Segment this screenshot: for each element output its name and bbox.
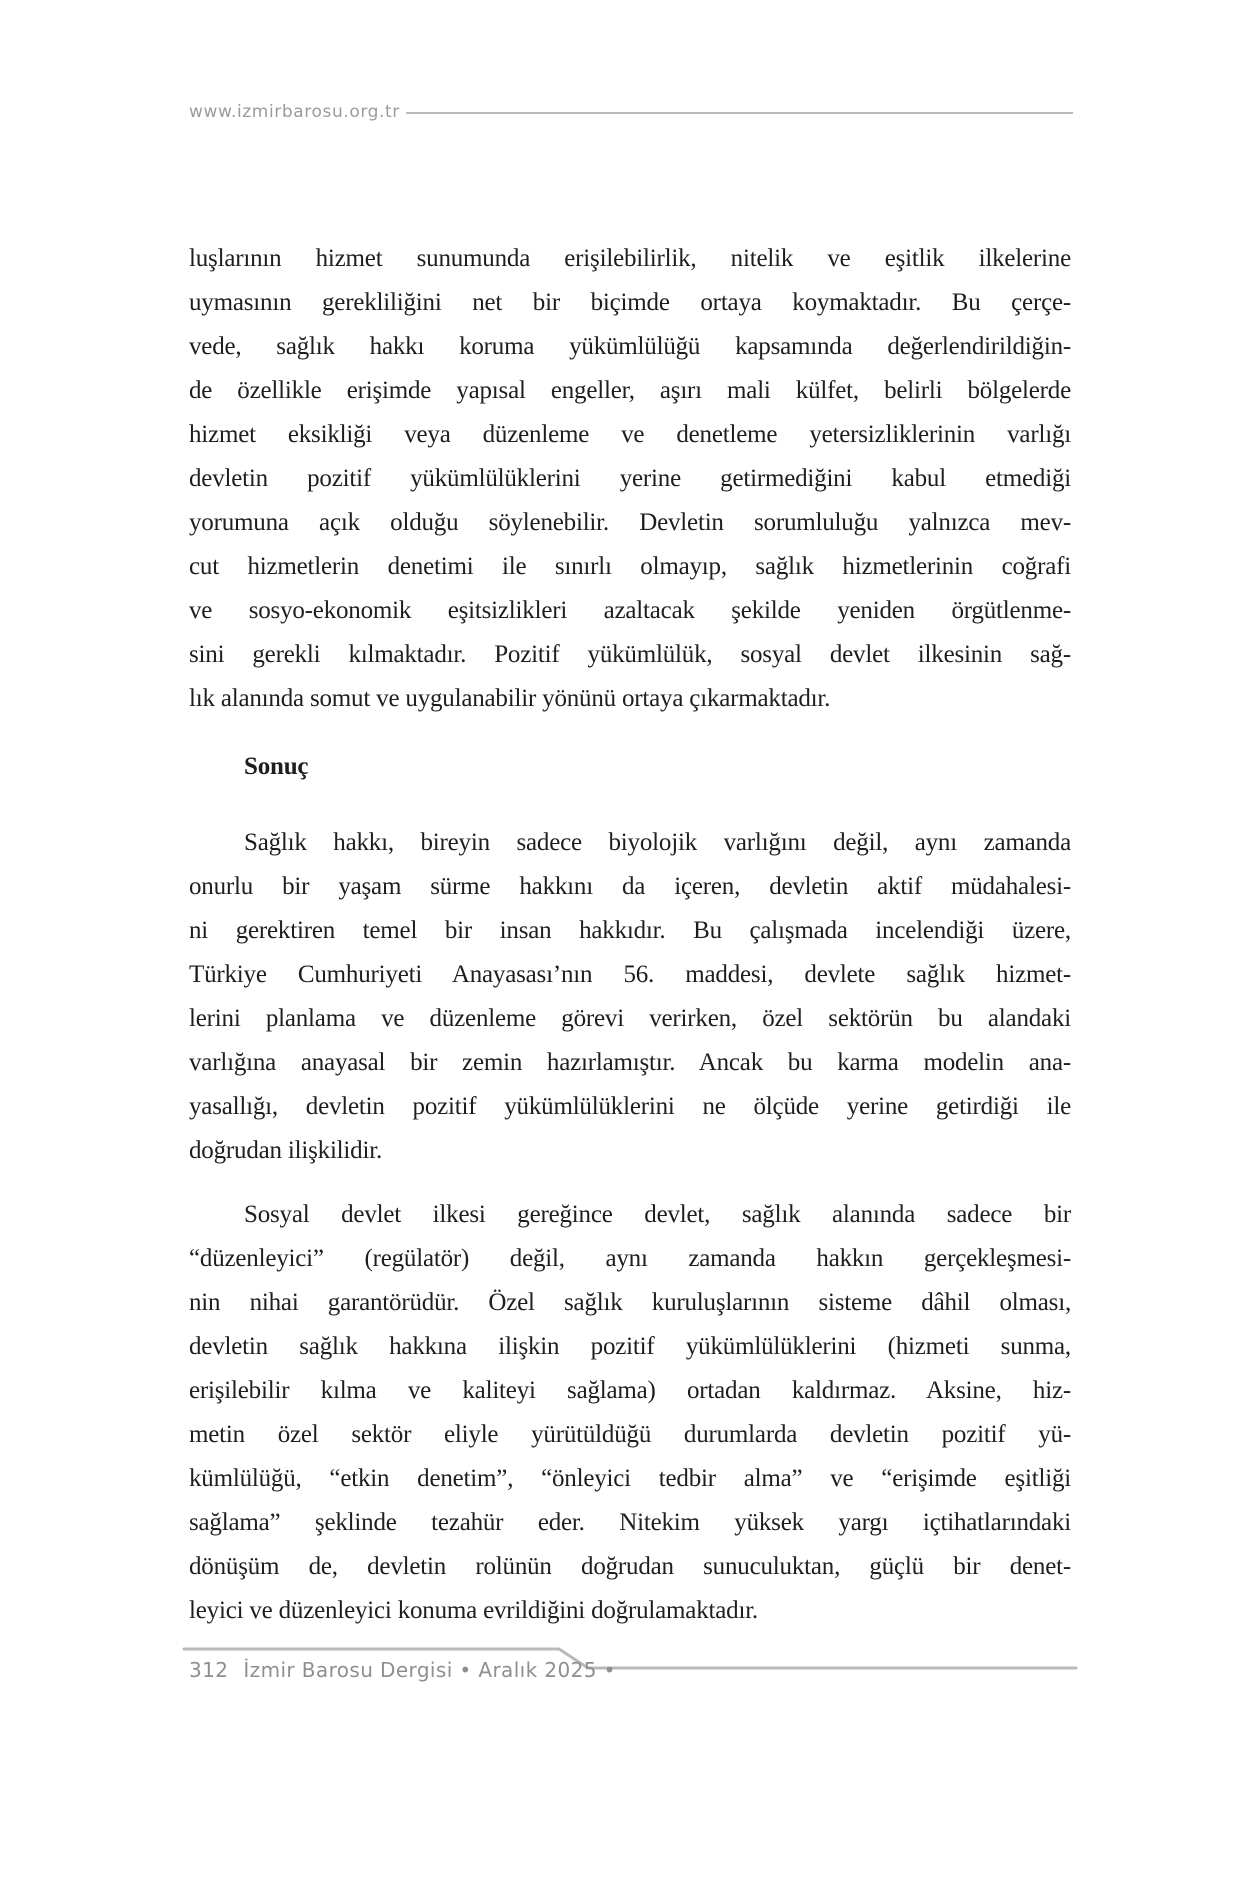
text-line: de özellikle erişimde yapısal engeller, aşırı mali külfet, belirli bölgelerde [189, 377, 1071, 404]
page-footer [189, 1658, 616, 1682]
text-line: ve sosyo-ekonomik eşitsizlikleri azaltacak şekilde yeniden örgütlenme- [189, 597, 1071, 624]
text-line: yasallığı, devletin pozitif yükümlülüklerini ne ölçüde yerine getirdiği ile [189, 1093, 1071, 1120]
page-number: 312 [189, 1658, 229, 1682]
text-line: Sosyal devlet ilkesi gereğince devlet, sağlık alanında sadece bir [244, 1201, 1071, 1228]
text-line: dönüşüm de, devletin rolünün doğrudan sunuculuktan, güçlü bir denet- [189, 1553, 1071, 1580]
text-line: devletin sağlık hakkına ilişkin pozitif yükümlülüklerini (hizmeti sunma, [189, 1333, 1071, 1360]
text-line: Sağlık hakkı, bireyin sadece biyolojik varlığını değil, aynı zamanda [244, 829, 1071, 856]
running-header [189, 102, 1073, 122]
paragraph [189, 821, 1071, 1173]
text-line: lerini planlama ve düzenleme görevi verirken, özel sektörün bu alandaki [189, 1005, 1071, 1032]
text-line: luşlarının hizmet sunumunda erişilebilirlik, nitelik ve eşitlik ilkelerine [189, 245, 1071, 272]
text-line: leyici ve düzenleyici konuma evrildiğini doğrulamaktadır. [189, 1597, 758, 1624]
header-rule [406, 112, 1073, 114]
text-line: lık alanında somut ve uygulanabilir yönünü ortaya çıkarmaktadır. [189, 685, 831, 712]
text-line: “düzenleyici” (regülatör) değil, aynı zamanda hakkın gerçekleşmesi- [189, 1245, 1071, 1272]
text-line: erişilebilir kılma ve kaliteyi sağlama) ortadan kaldırmaz. Aksine, hiz- [189, 1377, 1071, 1404]
text-line: devletin pozitif yükümlülüklerini yerine getirmediğini kabul etmediği [189, 465, 1071, 492]
text-line: nin nihai garantörüdür. Özel sağlık kuruluşlarının sisteme dâhil olması, [189, 1289, 1071, 1316]
paragraph [189, 237, 1071, 721]
text-line: onurlu bir yaşam sürme hakkını da içeren, devletin aktif müdahalesi- [189, 873, 1071, 900]
text-line: varlığına anayasal bir zemin hazırlamıştır. Ancak bu karma modelin ana- [189, 1049, 1071, 1076]
text-line: sağlama” şeklinde tezahür eder. Nitekim yüksek yargı içtihatlarındaki [189, 1509, 1071, 1536]
text-line: kümlülüğü, “etkin denetim”, “önleyici tedbir alma” ve “erişimde eşitliği [189, 1465, 1071, 1492]
text-line: uymasının gerekliliğini net bir biçimde ortaya koymaktadır. Bu çerçe- [189, 289, 1071, 316]
text-line: vede, sağlık hakkı koruma yükümlülüğü kapsamında değerlendirildiğin- [189, 333, 1071, 360]
header-url-text: www.izmirbarosu.org.tr [189, 102, 400, 122]
text-line: cut hizmetlerin denetimi ile sınırlı olmayıp, sağlık hizmetlerinin coğrafi [189, 553, 1071, 580]
text-line: metin özel sektör eliyle yürütüldüğü durumlarda devletin pozitif yü- [189, 1421, 1071, 1448]
article-body [189, 237, 1071, 1633]
text-line: doğrudan ilişkilidir. [189, 1137, 383, 1164]
section-heading: Sonuç [244, 753, 309, 780]
text-line: ni gerektiren temel bir insan hakkıdır. Bu çalışmada incelendiği üzere, [189, 917, 1071, 944]
text-line: hizmet eksikliği veya düzenleme ve denetleme yetersizliklerinin varlığı [189, 421, 1071, 448]
text-line: Türkiye Cumhuriyeti Anayasası’nın 56. maddesi, devlete sağlık hizmet- [189, 961, 1071, 988]
paragraph [189, 1193, 1071, 1633]
text-line: sini gerekli kılmaktadır. Pozitif yükümlülük, sosyal devlet ilkesinin sağ- [189, 641, 1071, 668]
text-line: yorumuna açık olduğu söylenebilir. Devletin sorumluluğu yalnızca mev- [189, 509, 1071, 536]
journal-issue-text: İzmir Barosu Dergisi • Aralık 2025 • [243, 1658, 616, 1682]
